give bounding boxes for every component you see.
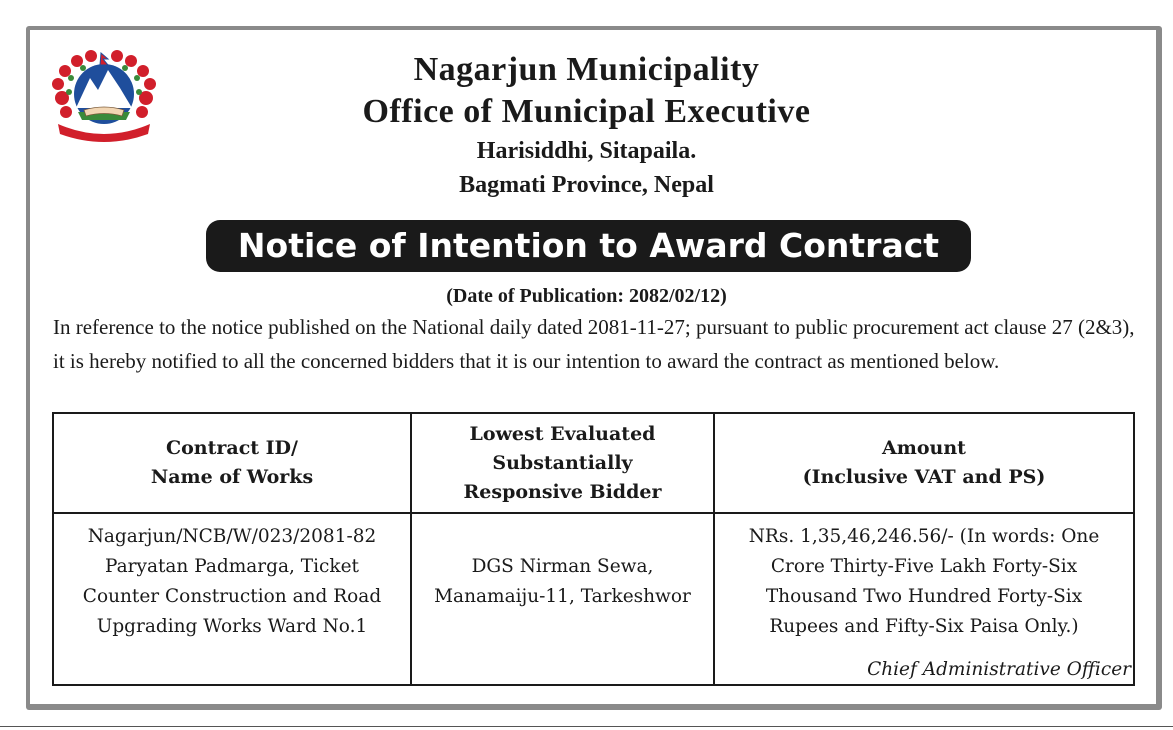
cell-contract-name: [53, 513, 411, 685]
office-name: Office of Municipal Executive: [362, 93, 811, 130]
address-line-2: Bagmati Province, Nepal: [459, 172, 714, 198]
header-amount-line: Amount: [882, 437, 966, 459]
cell-bidder: [411, 513, 714, 685]
header-contract-id-line: Contract ID/: [166, 437, 298, 459]
amount-line: Rupees and Fifty-Six Paisa Only.): [769, 616, 1079, 637]
header-lowest-bidder-line: Substantially: [492, 451, 633, 474]
contract-line: Nagarjun/NCB/W/023/2081-82: [87, 526, 377, 547]
contract-line: Upgrading Works Ward No.1: [96, 616, 368, 637]
page-bottom-rule: [0, 726, 1173, 727]
amount-line: Crore Thirty-Five Lakh Forty-Six: [770, 556, 1078, 577]
bidder-line: DGS Nirman Sewa,: [471, 556, 654, 577]
contract-award-table: [52, 412, 1135, 686]
notice-intro-paragraph: In reference to the notice published on the National daily dated 2081-11-27; pursuant to public procurement act clause 27 (2&3), it is hereby notified to all the concerned bidders that it is our intention to award the contract as mentioned below.: [53, 315, 1135, 373]
table-header-row: [53, 413, 1134, 513]
bidder-line: Manamaiju-11, Tarkeshwor: [434, 586, 691, 607]
notice-title-banner: Notice of Intention to Award Contract: [206, 220, 971, 272]
contract-line: Counter Construction and Road: [82, 586, 382, 607]
contract-line: Paryatan Padmarga, Ticket: [105, 556, 359, 577]
publication-date: (Date of Publication: 2082/02/12): [446, 285, 727, 307]
header-contract-id-line: Name of Works: [150, 466, 314, 488]
header-lowest-bidder-line: Responsive Bidder: [463, 480, 662, 503]
header-contract-id: [53, 413, 411, 513]
header-amount-line: (Inclusive VAT and PS): [802, 466, 1046, 488]
amount-line: Thousand Two Hundred Forty-Six: [765, 586, 1083, 607]
header-amount: [714, 413, 1134, 513]
header-lowest-bidder: [411, 413, 714, 513]
signatory-title: Chief Administrative Officer: [867, 659, 1131, 680]
notice-header: [0, 50, 1173, 202]
address-line-1: Harisiddhi, Sitapaila.: [476, 138, 697, 164]
amount-line: NRs. 1,35,46,246.56/- (In words: One: [748, 526, 1100, 547]
organization-name: Nagarjun Municipality: [413, 51, 760, 88]
header-lowest-bidder-line: Lowest Evaluated: [469, 422, 656, 445]
